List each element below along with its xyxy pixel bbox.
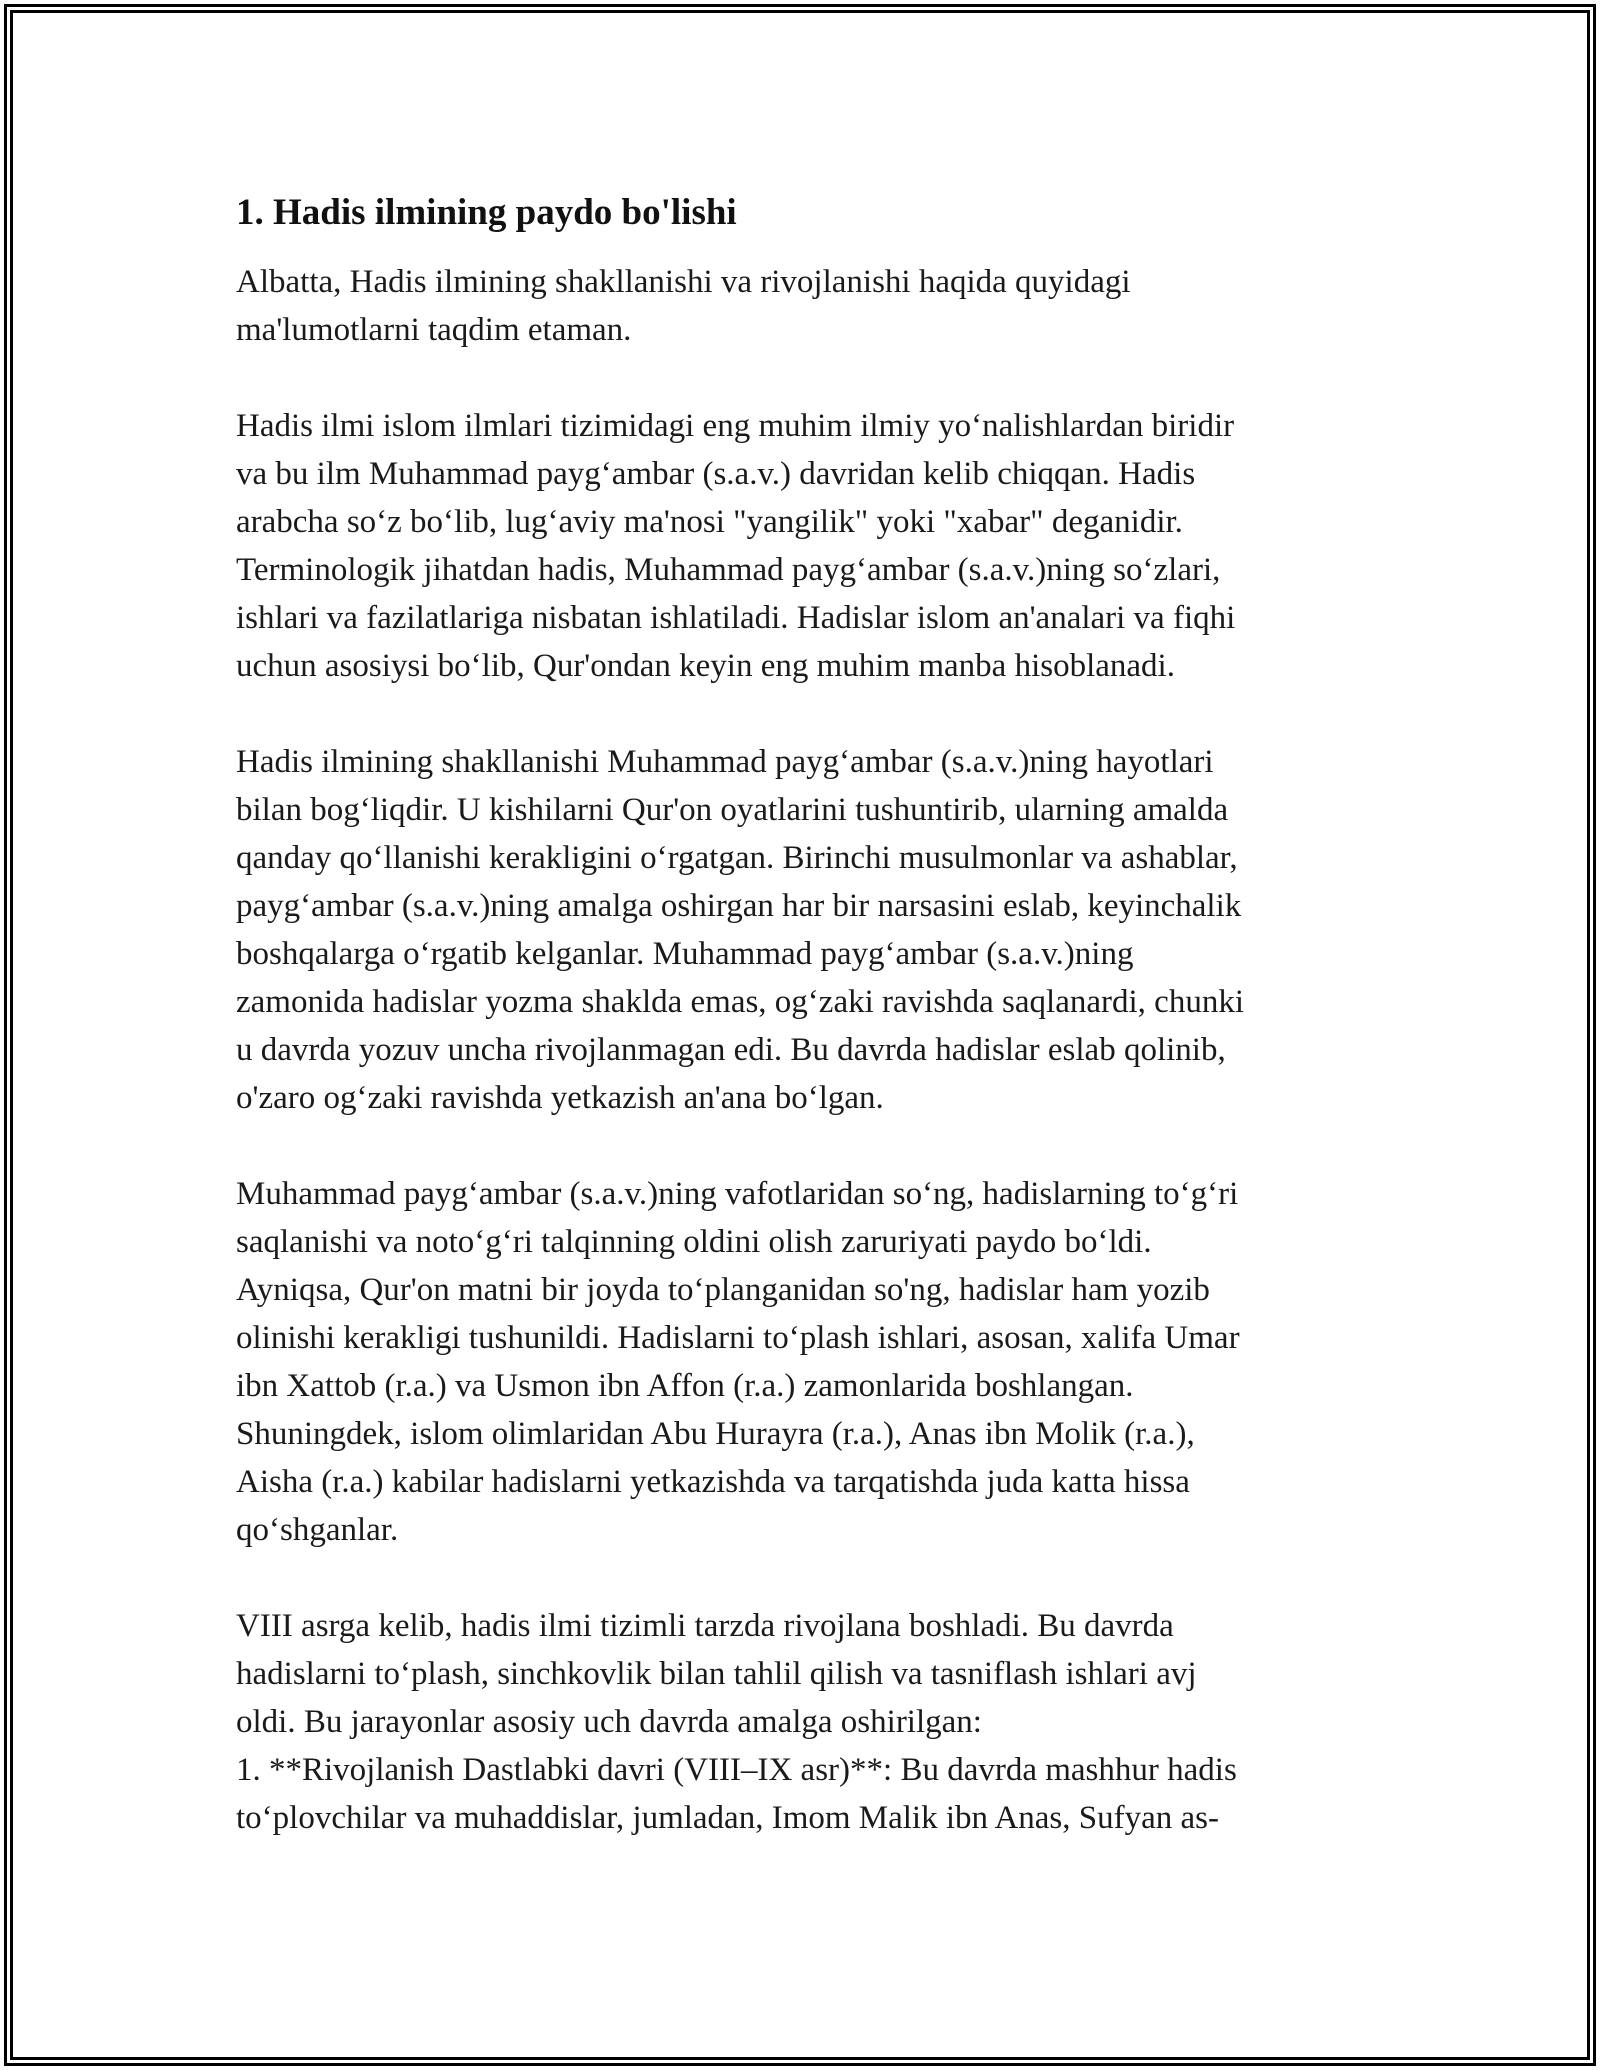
section-heading: 1. Hadis ilmining paydo bo'lishi [236,192,737,233]
document-body [236,186,1366,1842]
paragraph-after-prophet: Muhammad payg‘ambar (s.a.v.)ning vafotlaridan so‘ng, hadislarning to‘g‘ri saqlanishi va noto‘g‘ri talqinning oldini olish zaruriyati paydo bo‘ldi. Ayniqsa, Qur'on matni bir joyda to‘planganidan so'ng, hadislar ham yozib olinishi kerakligi tushunildi. Hadislarni to‘plash ishlari, asosan, xalifa Umar ibn Xattob (r.a.) va Usmon ibn Affon (r.a.) zamonlarida boshlangan. Shuningdek, islom olimlaridan Abu Hurayra (r.a.), Anas ibn Molik (r.a.), Aisha (r.a.) kabilar hadislarni yetkazishda va tarqatishda juda katta hissa qo‘shganlar. [236,1176,1240,1548]
paragraph-formation: Hadis ilmining shakllanishi Muhammad payg‘ambar (s.a.v.)ning hayotlari bilan bog‘liqdir. U kishilarni Qur'on oyatlarini tushuntirib, ularning amalda qanday qo‘llanishi kerakligini o‘rgatgan. Birinchi musulmonlar va ashablar, payg‘ambar (s.a.v.)ning amalga oshirgan har bir narsasini eslab, keyinchalik boshqalarga o‘rgatib kelganlar. Muhammad payg‘ambar (s.a.v.)ning zamonida hadislar yozma shaklda emas, og‘zaki ravishda saqlanardi, chunki u davrda yozuv uncha rivojlanmagan edi. Bu davrda hadislar eslab qolinib, o'zaro og‘zaki ravishda yetkazish an'ana bo‘lgan. [236,744,1244,1116]
paragraph-intro: Albatta, Hadis ilmining shakllanishi va rivojlanishi haqida quyidagi ma'lumotlarni taqdim etaman. [236,264,1131,348]
paragraph-eighth-century: VIII asrga kelib, hadis ilmi tizimli tarzda rivojlana boshladi. Bu davrda hadislarni to‘plash, sinchkovlik bilan tahlil qilish va tasniflash ishlari avj oldi. Bu jarayonlar asosiy uch davrda amalga oshirilgan: 1. **Rivojlanish Dastlabki davri (VIII–IX asr)**: Bu davrda mashhur hadis to‘plovchilar va muhaddislar, jumladan, Imom Malik ibn Anas, Sufyan as- [236,1608,1237,1836]
paragraph-definition: Hadis ilmi islom ilmlari tizimidagi eng muhim ilmiy yo‘nalishlardan biridir va bu ilm Muhammad payg‘ambar (s.a.v.) davridan kelib chiqqan. Hadis arabcha so‘z bo‘lib, lug‘aviy ma'nosi "yangilik" yoki "xabar" deganidir. Terminologik jihatdan hadis, Muhammad payg‘ambar (s.a.v.)ning so‘zlari, ishlari va fazilatlariga nisbatan ishlatiladi. Hadislar islom an'analari va fiqhi uchun asosiysi bo‘lib, Qur'ondan keyin eng muhim manba hisoblanadi. [236,408,1236,684]
